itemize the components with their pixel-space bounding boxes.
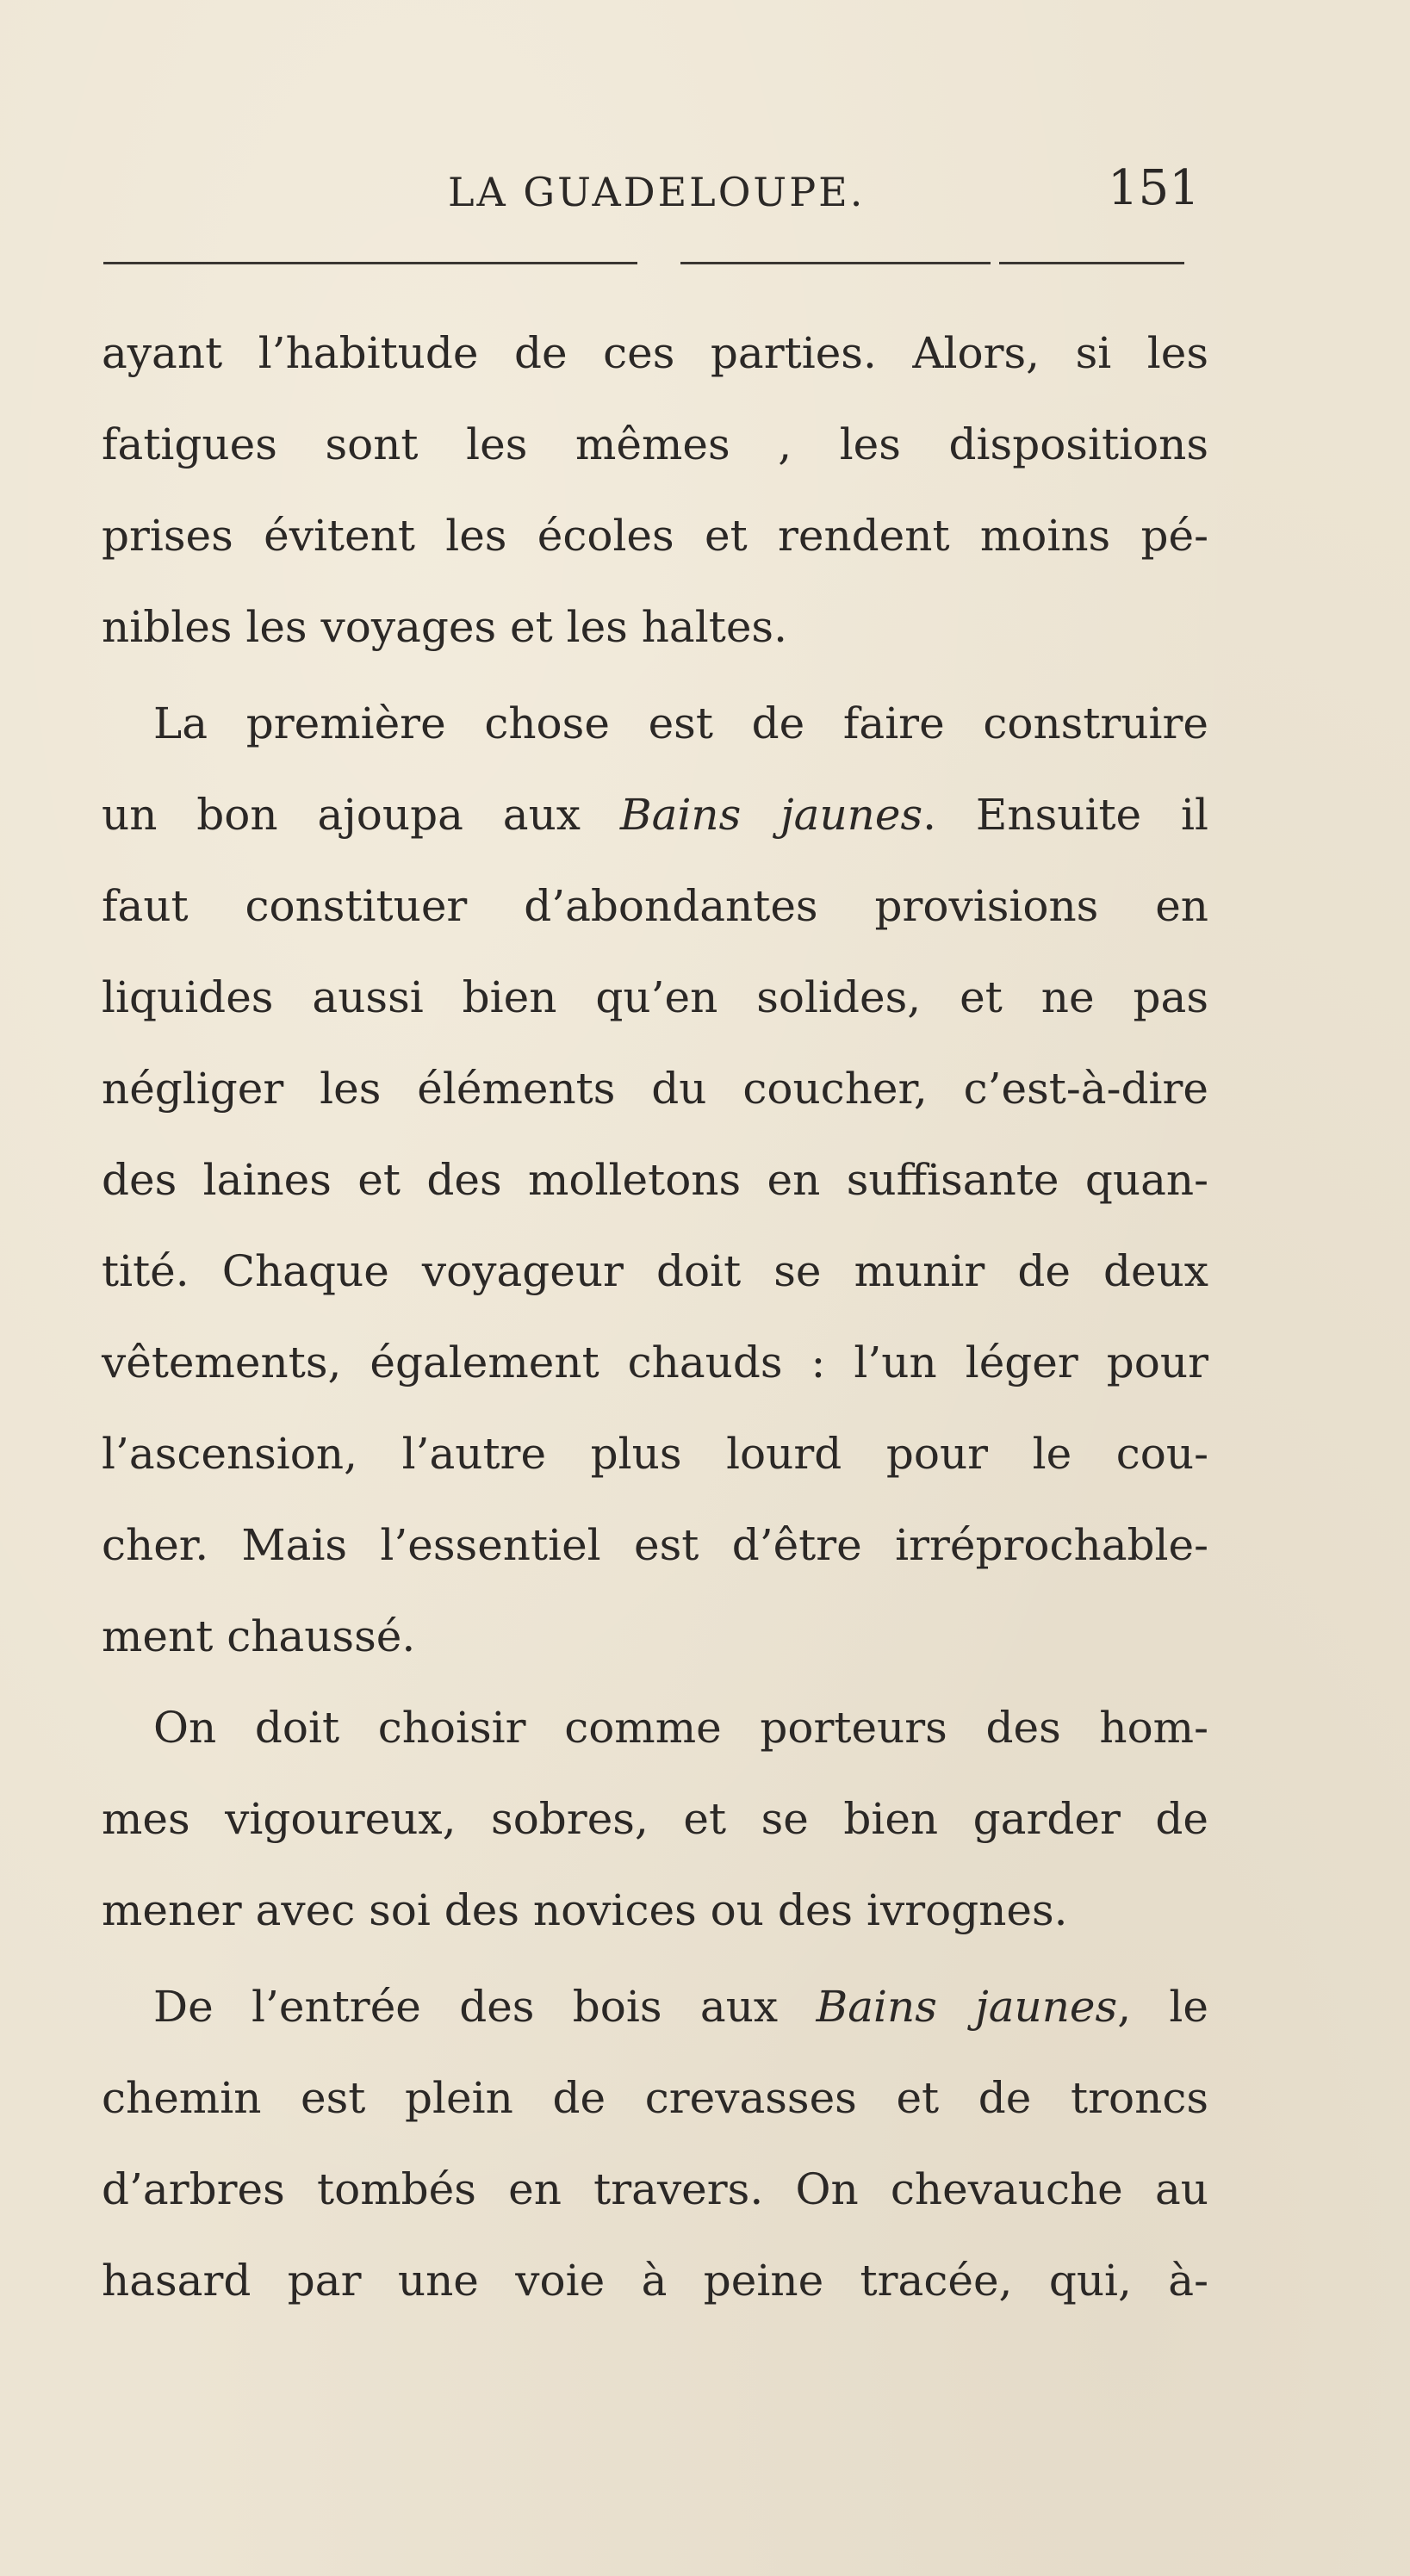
text-line: fatigues sont les mêmes , les dispositions <box>102 419 1208 469</box>
text-segment: un bon ajoupa aux <box>102 790 581 840</box>
text-line: prises évitent les écoles et rendent moins pé- <box>102 511 1208 561</box>
header-rule <box>680 262 991 264</box>
text-segment: De l’entrée des bois aux <box>153 1982 779 2032</box>
text-line: mes vigoureux, sobres, et se bien garder de <box>102 1794 1208 1844</box>
page-number: 151 <box>1108 160 1200 216</box>
italic-term: Bains jaunes <box>816 1982 1118 2032</box>
running-head: LA GUADELOUPE. <box>448 169 866 215</box>
text-line: La première chose est de faire construire <box>153 698 1208 748</box>
text-segment: , le <box>1117 1982 1209 2032</box>
text-line: mener avec soi des novices ou des ivrognes. <box>102 1885 1068 1935</box>
text-line: faut constituer d’abondantes provisions en <box>102 881 1208 931</box>
italic-term: Bains jaunes <box>619 790 923 840</box>
text-line: liquides aussi bien qu’en solides, et ne pas <box>102 972 1208 1022</box>
text-line: négliger les éléments du coucher, c’est-à-dire <box>102 1064 1208 1114</box>
text-line <box>102 780 1208 849</box>
text-line: l’ascension, l’autre plus lourd pour le cou- <box>102 1429 1208 1479</box>
header-rule <box>999 262 1184 264</box>
text-line: hasard par une voie à peine tracée, qui, à- <box>102 2256 1208 2306</box>
text-line: ment chaussé. <box>102 1611 416 1661</box>
text-line: vêtements, également chauds : l’un léger pour <box>102 1338 1208 1387</box>
text-line: ayant l’habitude de ces parties. Alors, si les <box>102 328 1208 378</box>
text-line: d’arbres tombés en travers. On chevauche au <box>102 2164 1208 2214</box>
text-line: des laines et des molletons en suffisante quan- <box>102 1155 1208 1205</box>
text-line: On doit choisir comme porteurs des hom- <box>153 1703 1208 1753</box>
text-line: chemin est plein de crevasses et de troncs <box>102 2073 1208 2123</box>
text-line: cher. Mais l’essentiel est d’être irréprochable- <box>102 1520 1208 1570</box>
text-segment: . Ensuite il <box>922 790 1209 840</box>
text-line: tité. Chaque voyageur doit se munir de deux <box>102 1246 1208 1296</box>
header-rule <box>103 262 637 264</box>
text-line: nibles les voyages et les haltes. <box>102 602 787 652</box>
text-line <box>153 1972 1208 2041</box>
